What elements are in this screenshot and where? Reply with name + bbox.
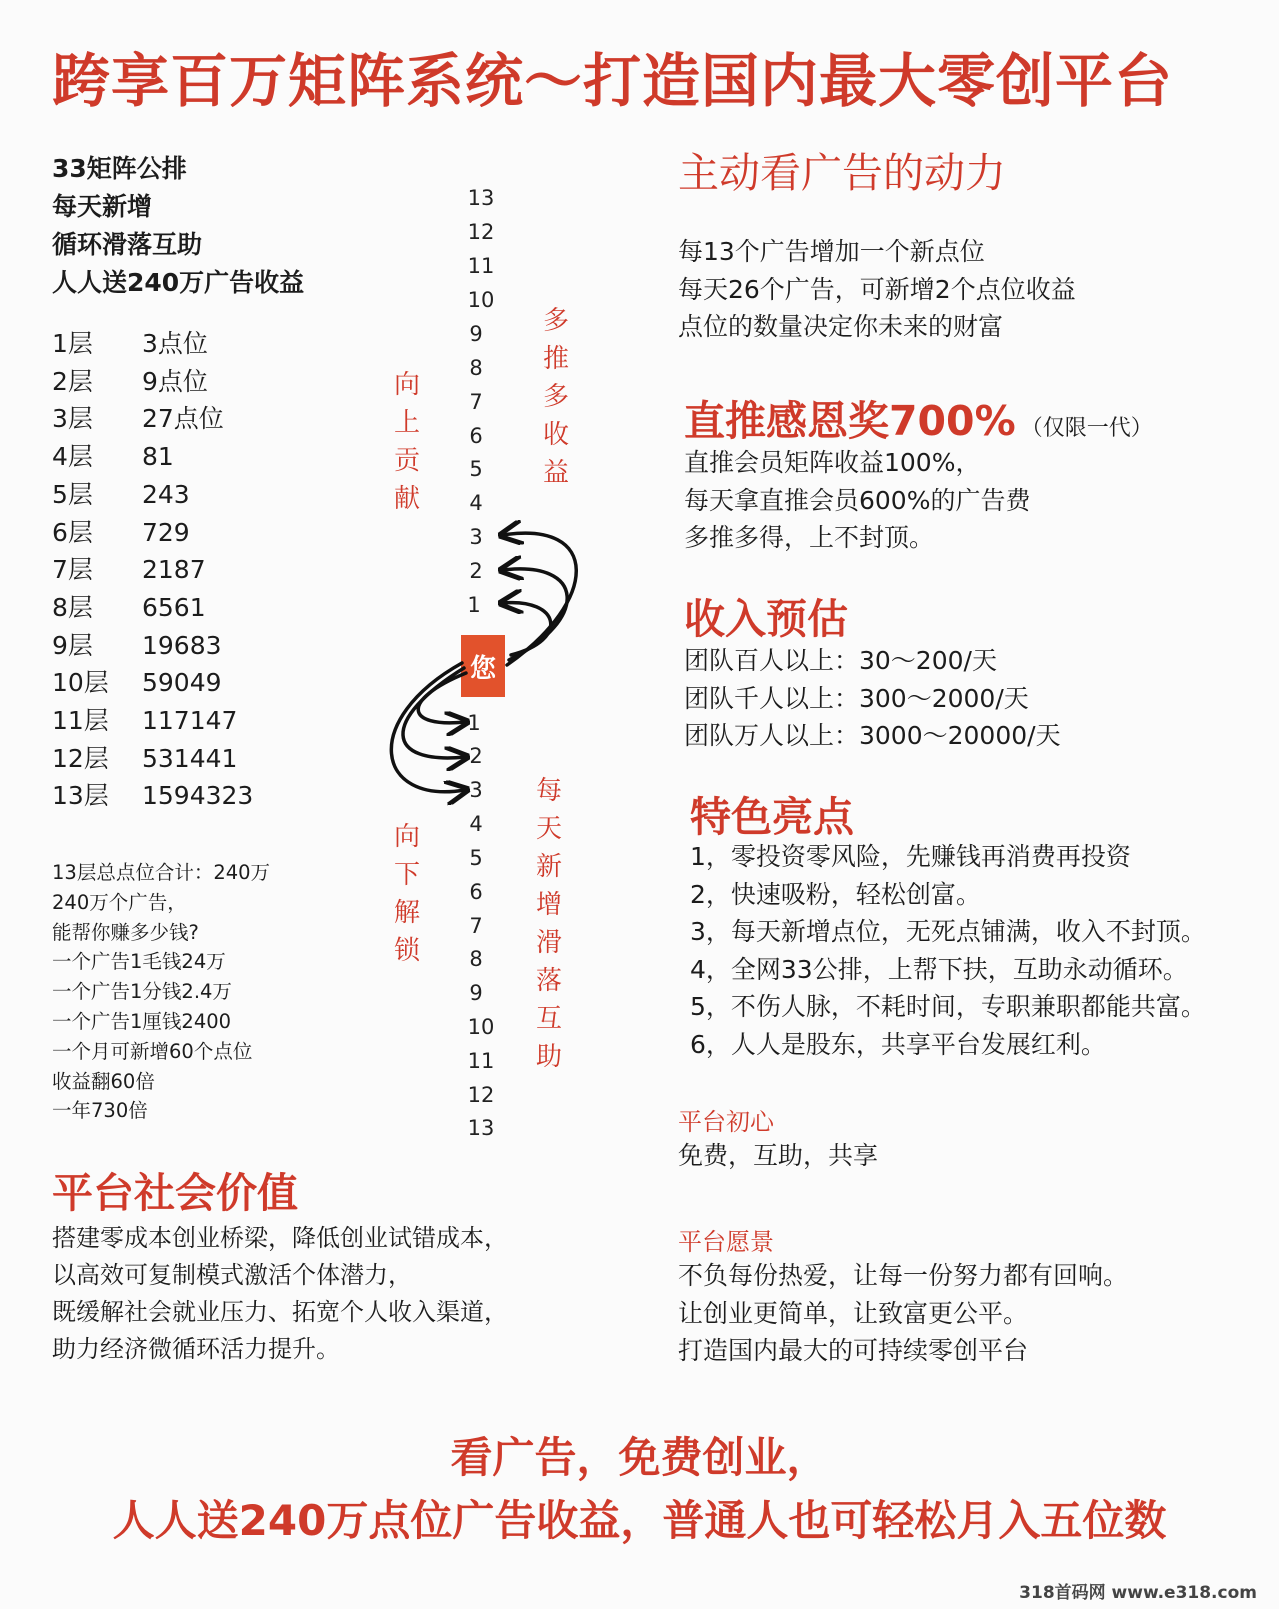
- income-line: 团队万人以上：3000～20000/天: [684, 721, 1061, 750]
- feature-line: 5，不伤人脉，不耗时间，专职兼职都能共富。: [690, 992, 1206, 1021]
- down-number: 10: [467, 1015, 495, 1039]
- intro-line: 33矩阵公排: [52, 154, 187, 183]
- referral-heading-row: [684, 388, 1153, 447]
- layer-count: 59049: [142, 668, 222, 698]
- up-number: 2: [469, 559, 483, 583]
- referral-line: 每天拿直推会员600%的广告费: [684, 485, 1031, 515]
- features-body: [690, 838, 1206, 1063]
- layer-count: 27点位: [142, 404, 224, 434]
- layer-level: 8层: [52, 592, 93, 622]
- feature-line: 1，零投资零风险，先赚钱再消费再投资: [690, 842, 1131, 871]
- down-number: 1: [467, 711, 481, 735]
- layer-count: 2187: [142, 555, 206, 585]
- layer-count: 81: [142, 442, 174, 472]
- slogan-line-2: 人人送240万点位广告收益，普通人也可轻松月入五位数: [112, 1496, 1167, 1545]
- calc-line: 能帮你赚多少钱?: [52, 920, 199, 944]
- up-number: 9: [469, 322, 483, 346]
- down-number: 2: [469, 744, 483, 768]
- social-line: 助力经济微循环活力提升。: [52, 1335, 340, 1363]
- layer-count: 6561: [142, 592, 206, 622]
- feature-line: 2，快速吸粉，轻松创富。: [690, 879, 981, 909]
- calc-line: 240万个广告，: [52, 890, 187, 914]
- layer-level: 7层: [52, 555, 93, 585]
- calc-line: 13层总点位合计：240万: [52, 861, 271, 884]
- referral-note: （仅限一代）: [1020, 416, 1153, 441]
- vision-heading: 平台愿景: [678, 1228, 774, 1256]
- social-line: 既缓解社会就业压力、拓宽个人收入渠道，: [52, 1298, 508, 1326]
- up-number: 8: [469, 356, 483, 380]
- origin-heading: 平台初心: [678, 1108, 774, 1136]
- income-line: 团队百人以上：30～200/天: [684, 646, 997, 675]
- slogan-line-1: 看广告，免费创业，: [450, 1433, 829, 1482]
- layer-count: 19683: [142, 630, 222, 660]
- up-contribute-label: 向 上 贡 献: [393, 370, 420, 514]
- down-number: 5: [469, 846, 483, 870]
- layer-count: 729: [142, 517, 190, 547]
- social-line: 搭建零成本创业桥梁，降低创业试错成本，: [52, 1224, 508, 1252]
- layer-level: 12层: [52, 743, 109, 773]
- motivation-body: [678, 233, 1076, 346]
- referral-body: [684, 444, 1030, 557]
- down-unlock-label: 向 下 解 锁: [393, 822, 420, 966]
- calc-line: 一年730倍: [52, 1099, 148, 1123]
- feature-line: 4，全网33公排，上帮下扶，互助永动循环。: [690, 954, 1188, 984]
- income-body: [684, 642, 1061, 755]
- layer-level: 13层: [52, 781, 109, 811]
- feature-line: 3，每天新增点位，无死点铺满，收入不封顶。: [690, 917, 1206, 946]
- up-number: 11: [467, 254, 495, 278]
- down-number: 11: [467, 1049, 495, 1073]
- calc-line: 一个广告1分钱2.4万: [52, 980, 232, 1004]
- up-number: 1: [467, 593, 481, 617]
- layer-count: 243: [142, 479, 190, 509]
- layer-level: 1层: [52, 329, 93, 358]
- down-number: 6: [469, 880, 483, 904]
- you-box: 您: [461, 635, 505, 697]
- down-number: 8: [469, 947, 483, 971]
- social-line: 以高效可复制模式激活个体潜力，: [52, 1261, 412, 1289]
- up-number: 10: [467, 288, 495, 312]
- up-number: 7: [469, 390, 483, 414]
- calc-line: 一个月可新增60个点位: [52, 1039, 253, 1063]
- origin-text: 免费，互助，共享: [678, 1141, 879, 1170]
- vision-body: [678, 1257, 1128, 1370]
- layer-level: 9层: [52, 630, 93, 660]
- calc-line: 收益翻60倍: [52, 1069, 155, 1093]
- referral-line: 多推多得，上不封顶。: [684, 523, 935, 552]
- daily-slide-label: 每 天 新 增 滑 落 互 助: [535, 776, 562, 1072]
- social-heading: 平台社会价值: [52, 1169, 298, 1217]
- calc-line: 一个广告1厘钱2400: [52, 1009, 232, 1033]
- intro-line: 循环滑落互助: [52, 230, 203, 259]
- layer-level: 10层: [52, 668, 109, 698]
- layer-count: 3点位: [142, 329, 208, 358]
- up-number: 6: [469, 424, 483, 448]
- intro-line: 每天新增: [52, 192, 153, 221]
- vision-line: 让创业更简单，让致富更公平。: [678, 1298, 1029, 1328]
- motivation-heading: 主动看广告的动力: [678, 149, 1006, 197]
- layer-level: 3层: [52, 404, 93, 434]
- vision-line: 不负每份热爱，让每一份努力都有回响。: [678, 1261, 1129, 1290]
- layer-level: 6层: [52, 517, 93, 547]
- income-line: 团队千人以上：300～2000/天: [684, 683, 1029, 713]
- feature-line: 6，人人是股东，共享平台发展红利。: [690, 1029, 1106, 1059]
- layer-level: 11层: [52, 706, 109, 736]
- layer-level: 2层: [52, 366, 93, 396]
- motivation-line: 点位的数量决定你未来的财富: [678, 312, 1004, 341]
- down-number: 4: [469, 812, 483, 836]
- income-heading: 收入预估: [684, 595, 848, 643]
- vision-line: 打造国内最大的可持续零创平台: [678, 1336, 1029, 1365]
- motivation-line: 每天26个广告，可新增2个点位收益: [678, 274, 1076, 304]
- intro-line: 人人送240万广告收益: [52, 268, 305, 297]
- down-number: 7: [469, 914, 483, 938]
- watermark: 318首码网 www.e318.com: [1019, 1583, 1257, 1603]
- up-number: 13: [467, 186, 495, 210]
- up-number: 12: [467, 220, 495, 244]
- calc-line: 一个广告1毛钱24万: [52, 950, 226, 974]
- layer-level: 4层: [52, 442, 93, 472]
- up-number: 3: [469, 525, 483, 549]
- down-number: 3: [469, 778, 483, 802]
- features-heading: 特色亮点: [690, 793, 854, 841]
- referral-line: 直推会员矩阵收益100%，: [684, 448, 981, 477]
- down-number: 12: [467, 1083, 495, 1107]
- down-number: 13: [467, 1116, 495, 1140]
- layer-count: 531441: [142, 743, 238, 773]
- layer-level: 5层: [52, 479, 93, 509]
- down-number: 9: [469, 981, 483, 1005]
- up-number: 4: [469, 491, 483, 515]
- layer-count: 117147: [142, 706, 238, 736]
- up-number: 5: [469, 457, 483, 481]
- more-push-label: 多 推 多 收 益: [542, 306, 569, 488]
- layer-count: 9点位: [142, 366, 208, 396]
- referral-heading: 直推感恩奖700%: [684, 397, 1016, 445]
- page-title: 跨享百万矩阵系统～打造国内最大零创平台: [52, 47, 1174, 115]
- layer-count: 1594323: [142, 781, 254, 811]
- motivation-line: 每13个广告增加一个新点位: [678, 237, 985, 266]
